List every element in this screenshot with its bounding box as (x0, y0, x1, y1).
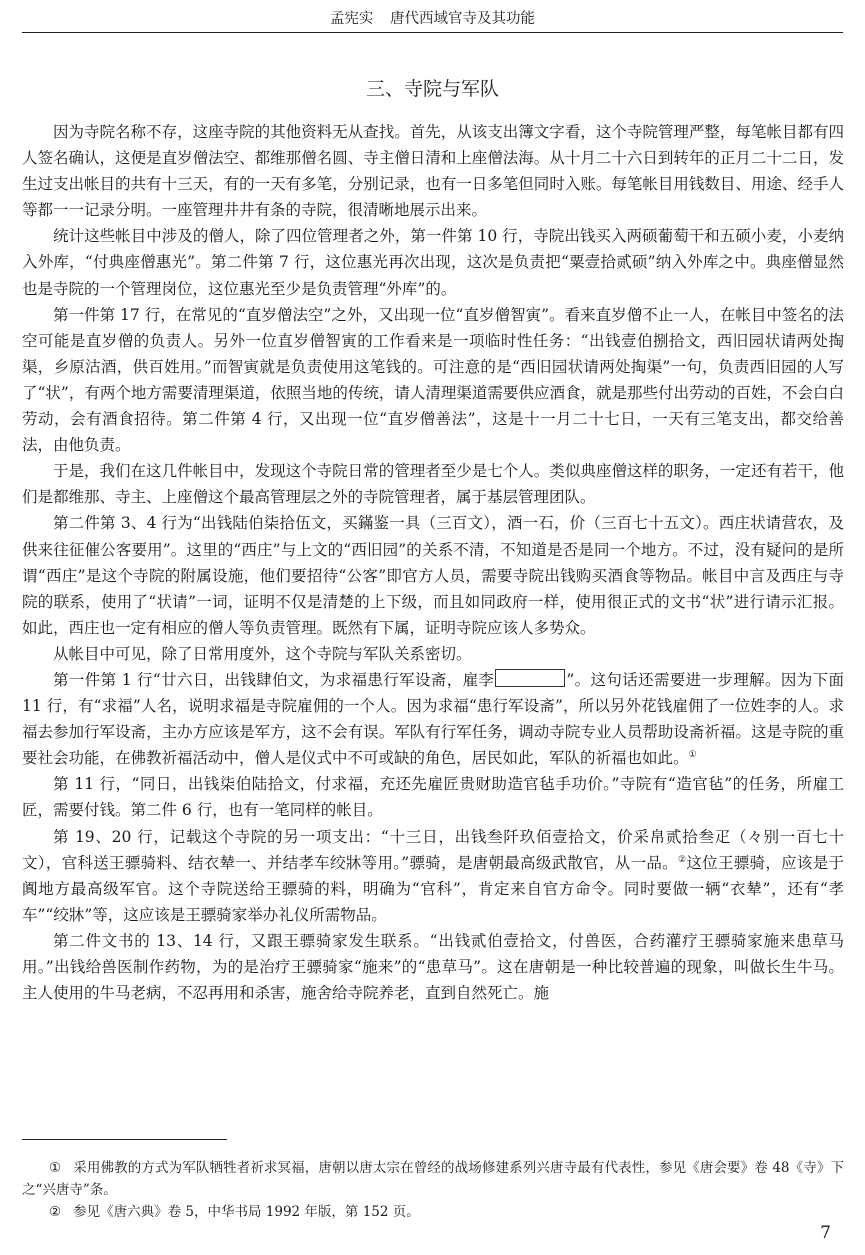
footnote-mark: ② (49, 1204, 62, 1220)
paragraph-text: 第 19、20 行，记载这个寺院的另一项支出：“十三日，出钱叁阡玖佰壹拾文，价采帛贰拾叁疋（々别一百七十文），官科送王骠骑料、结衣辇一、并结孝车绞牀等用。”骠骑，是唐朝最高级武散官，从一品。 (22, 827, 844, 872)
paragraph: 第二件第 3、4 行为“出钱陆伯柒拾伍文，买鏋鉴一具（三百文），酒一石，价（三百七十五文）。西庄状请营农，及供来往征催公客要用”。这里的“西庄”与上文的“西旧园”的关系不清，不知道是否是同一个地方。不过，没有疑问的是所谓“西庄”是这个寺院的附属设施，他们要招待“公客”即官方人员，需要寺院出钱购买酒食等物品。帐目中言及西庄与寺院的联系，使用了“状请”一词，证明不仅是清楚的上下级，而且如同政府一样，使用很正式的文书“状”进行请示汇报。如此，西庄也一定有相应的僧人等负责管理。既然有下属，证明寺院应该人多势众。 (22, 514, 844, 637)
paragraph: 于是，我们在这几件帐目中，发现这个寺院日常的管理者至少是七个人。类似典座僧这样的职务，一定还有若干，他们是都维那、寺主、上座僧这个最高管理层之外的寺院管理者，属于基层管理团队。 (22, 462, 844, 507)
footnote-item (22, 1157, 844, 1201)
footnote-mark: ① (49, 1160, 62, 1176)
running-header (22, 6, 843, 33)
footnote-text: 参见《唐六典》卷 5，中华书局 1992 年版，第 152 页。 (73, 1204, 420, 1220)
footnotes (22, 1157, 844, 1223)
lacuna-box (495, 669, 565, 687)
footnote-ref[interactable]: ② (677, 854, 687, 865)
section-title: 三、寺院与军队 (365, 78, 499, 100)
paragraph (22, 667, 844, 771)
paragraph: 第 11 行，“同日，出钱柒伯陆拾文，付求福，充还先雇匠贵财助造官毡手功价。”寺院有“造官毡”的任务，所雇工匠，需要付钱。第二件 6 行，也有一笔同样的帐目。 (22, 775, 844, 820)
header-author: 孟宪实 (329, 11, 374, 27)
footnote-divider (22, 1139, 227, 1140)
footnote-text: 采用佛教的方式为军队牺牲者祈求冥福，唐朝以唐太宗在曾经的战场修建系列兴唐寺最有代表性，参见《唐会要》卷 48《寺》下之“兴唐寺”条。 (22, 1160, 845, 1198)
header-title: 唐代西域官寺及其功能 (390, 11, 536, 27)
paragraph: 统计这些帐目中涉及的僧人，除了四位管理者之外，第一件第 10 行，寺院出钱买入两硕葡萄干和五硕小麦，小麦纳入外库，“付典座僧惠光”。第二件第 7 行，这位惠光再次出现，这次是负责把“粟壹拾贰硕”纳入外库之中。典座僧显然也是寺院的一个管理岗位，这位惠光至少是负责管理“外库”的。 (22, 227, 844, 298)
footnote-ref[interactable]: ① (688, 750, 697, 761)
footnote-item (22, 1201, 844, 1223)
paragraph: 第二件文书的 13、14 行，又跟王骠骑家发生联系。“出钱贰伯壹拾文，付兽医，合药灌疗王骠骑家施来患草马用。”出钱给兽医制作药物，为的是治疗王骠骑家“施来”的“患草马”。这在唐朝是一种比较普遍的现象，叫做长生牛马。主人使用的牛马老病，不忍再用和杀害，施舍给寺院养老，直到自然死亡。施 (22, 931, 844, 1003)
paragraph: 因为寺院名称不存，这座寺院的其他资料无从查找。首先，从该支出簿文字看，这个寺院管理严整，每笔帐目都有四人签名确认，这便是直岁僧法空、都维那僧名圆、寺主僧日清和上座僧法海。从十月二十六日到转年的正月二十二日，发生过支出帐目的共有十三天，有的一天有多笔，分别记录，也有一日多笔但同时入账。每笔帐目用钱数目、用途、经手人等都一一记录分明。一座管理井井有条的寺院，很清晰地展示出来。 (22, 123, 844, 220)
paragraph (22, 824, 844, 928)
paragraph: 从帐目中可见，除了日常用度外，这个寺院与军队关系密切。 (53, 644, 472, 663)
paragraph: 第一件第 17 行，在常见的“直岁僧法空”之外，又出现一位“直岁僧智寅”。看来直岁僧不止一人，在帐目中签名的法空可能是直岁僧的负责人。另外一位直岁僧智寅的工作看来是一项临时性任务：“出钱壹伯捌拾文，西旧园状请两处掏渠，乡原沽酒，供百姓用。”而智寅就是负责使用这笔钱的。可注意的是“西旧园状请两处掏渠”一句，负责西旧园的人写了“状”，有两个地方需要清理渠道，依照当地的传统，请人清理渠道需要供应酒食，就是那些付出劳动的百姓，不会白白劳动，会有酒食招待。第二件第 4 行，又出现一位“直岁僧善法”，这是十一月二十七日，一天有三笔支出，都交给善法，由他负责。 (22, 305, 844, 455)
page-number: 7 (820, 1223, 831, 1243)
paragraph-text: 第一件第 1 行“廿六日，出钱肆伯文，为求福患行军设斋，雇李 (53, 670, 495, 689)
body-text (22, 119, 844, 1006)
paragraph-text: ”。这句话还需要进一步理解。因为下面 11 行，有“求福”人名，说明求福是寺院雇佣的一个人。因为求福“患行军设斋”，所以另外花钱雇佣了一位姓李的人。求福去参加行军设斋，主办方应该是军方，这不会有误。军队有行军任务，调动寺院专业人员帮助设斋祈福。这是寺院的重要社会功能，在佛教祈福活动中，僧人是仪式中不可或缺的角色，居民如此，军队的祈福也如此。 (22, 670, 844, 768)
paragraph-text: 这位王骠骑，应该是于阗地方最高级军官。这个寺院送给王骠骑的料，明确为“官科”，肯定来自官方命令。同时要做一辆“衣辇”，还有“孝车”“绞牀”等，这应该是王骠骑家举办礼仪所需物品。 (22, 853, 844, 924)
